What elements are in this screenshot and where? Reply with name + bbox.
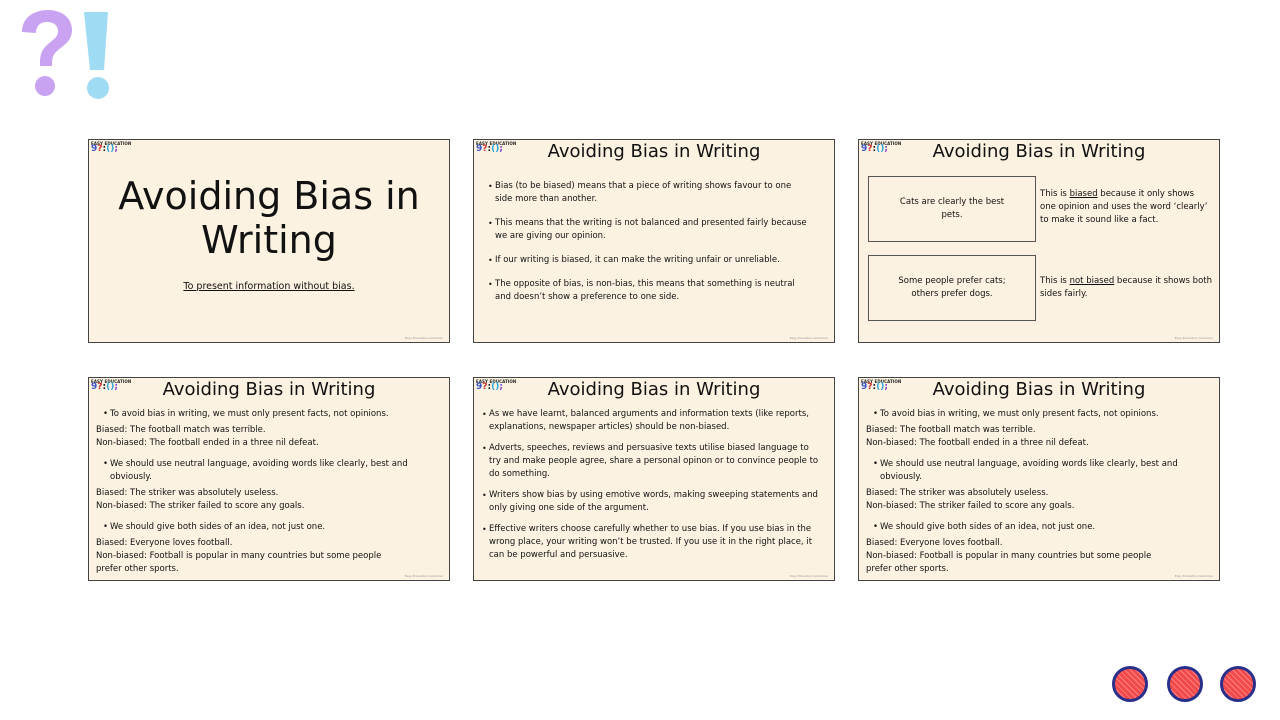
slide-title: Avoiding Bias in Writing [547, 379, 761, 400]
slide-subtitle: To present information without bias. [183, 281, 355, 292]
bullet-item: • To avoid bias in writing, we must only present facts, not opinions. [96, 408, 439, 421]
slide-thumbnail-3[interactable] [858, 139, 1220, 343]
slide-footer: Easy Education Grammar [404, 336, 443, 340]
non-biased-example: Non-biased: Football is popular in many countries but some people prefer other sports. [96, 551, 382, 574]
slide-footer: Easy Education Grammar [404, 574, 443, 578]
question-exclamation-icon [12, 8, 122, 108]
bullet-item: • We should use neutral language, avoiding words like clearly, best and obviously. [866, 458, 1209, 484]
slide-footer: Easy Education Grammar [789, 336, 828, 340]
bullet-item: • Bias (to be biased) means that a piece of writing shows favour to one side more than another. [488, 180, 810, 206]
non-biased-example: Non-biased: Football is popular in many countries but some people prefer other sports. [866, 551, 1152, 574]
example-note-non-biased: This is not biased because it shows both sides fairly. [1040, 276, 1213, 299]
slide-logo: EASY EDUCATION 9?:(); [861, 379, 902, 392]
slide-logo: EASY EDUCATION 9?:(); [91, 379, 132, 392]
scribble-dot-icon[interactable] [1220, 666, 1256, 702]
slide-logo: EASY EDUCATION 9?:(); [476, 379, 517, 392]
slide-thumbnail-5[interactable] [473, 377, 835, 581]
non-biased-example: Non-biased: The striker failed to score any goals. [96, 501, 305, 511]
slide-title: Avoiding Bias in Writing [932, 379, 1146, 400]
non-biased-example: Non-biased: The football ended in a three nil defeat. [866, 438, 1089, 448]
slide-footer: Easy Education Grammar [1174, 574, 1213, 578]
bullet-item: • We should use neutral language, avoiding words like clearly, best and obviously. [96, 458, 439, 484]
example-box-biased: Cats are clearly the best pets. [868, 176, 1036, 242]
slide-title: Avoiding Bias in Writing [547, 141, 761, 162]
bullet-item: • If our writing is biased, it can make the writing unfair or unreliable. [488, 254, 810, 267]
slide-title: Avoiding Bias in Writing [932, 141, 1146, 162]
bullet-item: • The opposite of bias, is non-bias, this means that something is neutral and doesn’t show a preference to one side. [488, 278, 810, 304]
biased-example: Biased: The football match was terrible. [96, 425, 266, 435]
example-note-biased: This is biased because it only shows one opinion and uses the word ‘clearly’ to make it sound like a fact. [1040, 189, 1208, 225]
bullet-item: • Adverts, speeches, reviews and persuasive texts utilise biased language to try and make people agree, share a personal opinon or to convince people to do something. [482, 442, 822, 481]
slide-logo: EASY EDUCATION 9?:(); [91, 141, 132, 154]
bullet-item: • Writers show bias by using emotive words, making sweeping statements and only giving one side of the argument. [482, 489, 822, 515]
bullet-item: • This means that the writing is not balanced and presented fairly because we are giving our opinion. [488, 217, 810, 243]
biased-example: Biased: The striker was absolutely useless. [866, 488, 1049, 498]
non-biased-example: Non-biased: The striker failed to score any goals. [866, 501, 1075, 511]
bullet-item: • We should give both sides of an idea, not just one. [96, 521, 439, 534]
slide-footer: Easy Education Grammar [1174, 336, 1213, 340]
scribble-dot-icon[interactable] [1167, 666, 1203, 702]
example-box-non-biased: Some people prefer cats; others prefer dogs. [868, 255, 1036, 321]
biased-example: Biased: The striker was absolutely useless. [96, 488, 279, 498]
slide-thumbnail-2[interactable] [473, 139, 835, 343]
scribble-dot-icon[interactable] [1112, 666, 1148, 702]
slide-thumbnail-1[interactable] [88, 139, 450, 343]
slide-title: Avoiding Bias in Writing [162, 379, 376, 400]
biased-example: Biased: Everyone loves football. [96, 538, 233, 548]
biased-example: Biased: Everyone loves football. [866, 538, 1003, 548]
slide-thumbnail-6[interactable] [858, 377, 1220, 581]
bullet-item: • As we have learnt, balanced arguments and information texts (like reports, explanations, newspaper articles) should be non-biased. [482, 408, 822, 434]
slide-thumbnail-4[interactable] [88, 377, 450, 581]
biased-example: Biased: The football match was terrible. [866, 425, 1036, 435]
nav-dots [1112, 666, 1262, 706]
bullet-item: • To avoid bias in writing, we must only present facts, not opinions. [866, 408, 1209, 421]
non-biased-example: Non-biased: The football ended in a three nil defeat. [96, 438, 319, 448]
bullet-item: • Effective writers choose carefully whether to use bias. If you use bias in the wrong place, your writing won’t be trusted. If you use it in the right place, it can be powerful and persuasive. [482, 523, 822, 562]
slide-logo: EASY EDUCATION 9?:(); [476, 141, 517, 154]
slide-footer: Easy Education Grammar [789, 574, 828, 578]
slide-logo: EASY EDUCATION 9?:(); [861, 141, 902, 154]
bullet-item: • We should give both sides of an idea, not just one. [866, 521, 1209, 534]
slide-title: Avoiding Bias in Writing [118, 174, 420, 262]
